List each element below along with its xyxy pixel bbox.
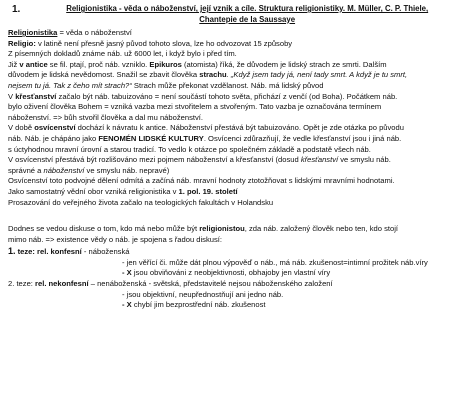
- term-antika: v antice: [19, 59, 48, 69]
- term-strach: strachu: [199, 70, 227, 80]
- paragraph-line: [8, 155, 470, 166]
- term-osvicenstvi: osvícenství: [34, 123, 76, 133]
- contra-mark: - X: [122, 268, 132, 278]
- text: ve smyslu náb. nepravé): [84, 165, 170, 175]
- thesis-1-point: [8, 268, 470, 279]
- thesis-2: [8, 279, 470, 290]
- paragraph-line: Z písemných dokladů známe náb. už 6000 let, i když bylo i před tím.: [8, 49, 237, 59]
- heading-line-2: Chantepie de la Saussaye: [199, 14, 296, 24]
- document-page: [8, 4, 470, 311]
- paragraph-line: [8, 123, 470, 134]
- definition-line: [8, 28, 470, 39]
- text: V osvícenství přestává být rozlišováno mezi pojmem náboženství a křesťanství (dosud: [8, 155, 301, 165]
- text: důvodem je lidská nevědomost. Snažil se zbavit člověka: [8, 70, 200, 80]
- text: začalo být náb. tabuizováno = není součástí tohoto světa, přichází z venčí (od Boha). Počátkem náb.: [56, 91, 398, 101]
- text: V době: [8, 123, 35, 133]
- term-religionista: religionistou: [199, 224, 245, 234]
- term-religio: Religio:: [8, 38, 36, 48]
- quote: . „Když jsem tady já, není tady smrt. A když je tu smrt,: [226, 70, 408, 80]
- paragraph-line: [8, 92, 470, 103]
- text: ve smyslu náb.: [338, 155, 391, 165]
- text: Dodnes se vedou diskuse o tom, kdo má nebo může být: [8, 224, 200, 234]
- paragraph-line: Osvícenství toto podvojné dělení odmítá a začíná náb. mravní hodnoty ztotožňovat s lidskými mravními hodnotami.: [8, 176, 395, 186]
- thesis-title: rel. nekonfesní: [35, 279, 89, 289]
- text: se fil. ptají, proč náb. vzniklo.: [47, 59, 150, 69]
- heading-text: [24, 4, 470, 25]
- term-fenomen: FENOMÉN LIDSKÉ KULTURY: [98, 133, 204, 143]
- thesis-2-point: - jsou objektivní, neupřednostňují ani jedno náb.: [122, 289, 284, 299]
- paragraph-line: [8, 60, 470, 71]
- text: v latině není přesně jasný původ tohoto slova, lze ho odvozovat 15 způsoby: [35, 38, 293, 48]
- italic-term: křesťanství: [300, 155, 339, 165]
- paragraph-line: Prosazování do veřejného života začalo na teologických fakultách v Holandsku: [8, 197, 274, 207]
- definition-text: = věda o náboženství: [57, 28, 132, 37]
- thesis-2-point: [8, 300, 470, 311]
- term-date: 1. pol. 19. století: [178, 186, 238, 196]
- text: 2. teze:: [8, 279, 36, 289]
- paragraph-line: [8, 134, 470, 145]
- text: . Osvícenci zdůrazňují, že vedle křesťanství jsou i jiná náb.: [203, 133, 402, 143]
- contra-mark: - X: [122, 300, 132, 310]
- heading: [12, 4, 470, 25]
- text: dochází k návratu k antice. Náboženství přestává být tabuizováno. Opět je zde otázka po původu: [75, 123, 404, 133]
- text: jsou obviňováni z neobjektivnosti, obhajoby jen vlastní víry: [131, 268, 331, 278]
- heading-line-1: Religionistika - věda o náboženství, její vznik a cíle. Struktura religionistiky. M. Müller, C. P. Thiele,: [66, 4, 429, 13]
- text: V: [8, 91, 16, 101]
- paragraph-line: [8, 224, 470, 235]
- paragraph-line: [8, 81, 470, 92]
- thesis-1: [8, 246, 470, 258]
- paragraph-line: [8, 166, 470, 177]
- text: , zda náb. založený člověk nebo ten, kdo stojí: [244, 224, 399, 234]
- thesis-title: teze: rel. konfesní: [15, 247, 82, 257]
- heading-number: 1.: [12, 4, 21, 15]
- text: náb. Náb. je chápáno jako: [8, 133, 99, 143]
- paragraph-line: mimo náb. => existence vědy o náb. je spojena s řadou diskusí:: [8, 234, 223, 244]
- paragraph-line: s úctyhodnou mravní úrovní a starou tradicí. To vedlo k otázce po společném základě a podstatě všech náb.: [8, 144, 371, 154]
- paragraph-line: [8, 187, 470, 198]
- paragraph-line: náboženství. => bůh stvořil člověka a dal mu náboženství.: [8, 112, 204, 122]
- paragraph-line: [8, 70, 470, 81]
- definition-term: Religionistika: [8, 28, 58, 37]
- text: Jako samostatný vědní obor vzniká religionistika v: [8, 186, 179, 196]
- thesis-number: 1.: [8, 246, 16, 257]
- italic-term: náboženství: [43, 165, 85, 175]
- thesis-1-point: - jen věřící či. může dát plnou výpověď o náb., má náb. zkušenost=intimní prožitek náb.víry: [122, 257, 428, 267]
- text: správné a: [8, 165, 44, 175]
- text: Strach může překonat vzdělanost. Náb. má lidský původ: [131, 80, 324, 90]
- text: – nenáboženská - světská, představitelé nejsou náboženského založení: [88, 279, 333, 289]
- term-epikuros: Epikuros: [149, 59, 182, 69]
- paragraph-line: bylo oživení člověka Bohem = vzniká vazba mezi stvořitelem a stvořeným. Tato vazba je označována termínem: [8, 102, 382, 112]
- text: (atomista) říká, že důvodem je lidský strach ze smrti. Dalším: [181, 59, 387, 69]
- term-krestanstvi: křesťanství: [15, 91, 57, 101]
- quote: nejsem tu já. Tak z čeho mít strach?“: [8, 80, 132, 90]
- text: Již: [8, 59, 20, 69]
- text: - náboženská: [81, 247, 130, 257]
- text: chybí jim bezprostřední náb. zkušenost: [131, 300, 266, 310]
- paragraph-line: [8, 39, 470, 50]
